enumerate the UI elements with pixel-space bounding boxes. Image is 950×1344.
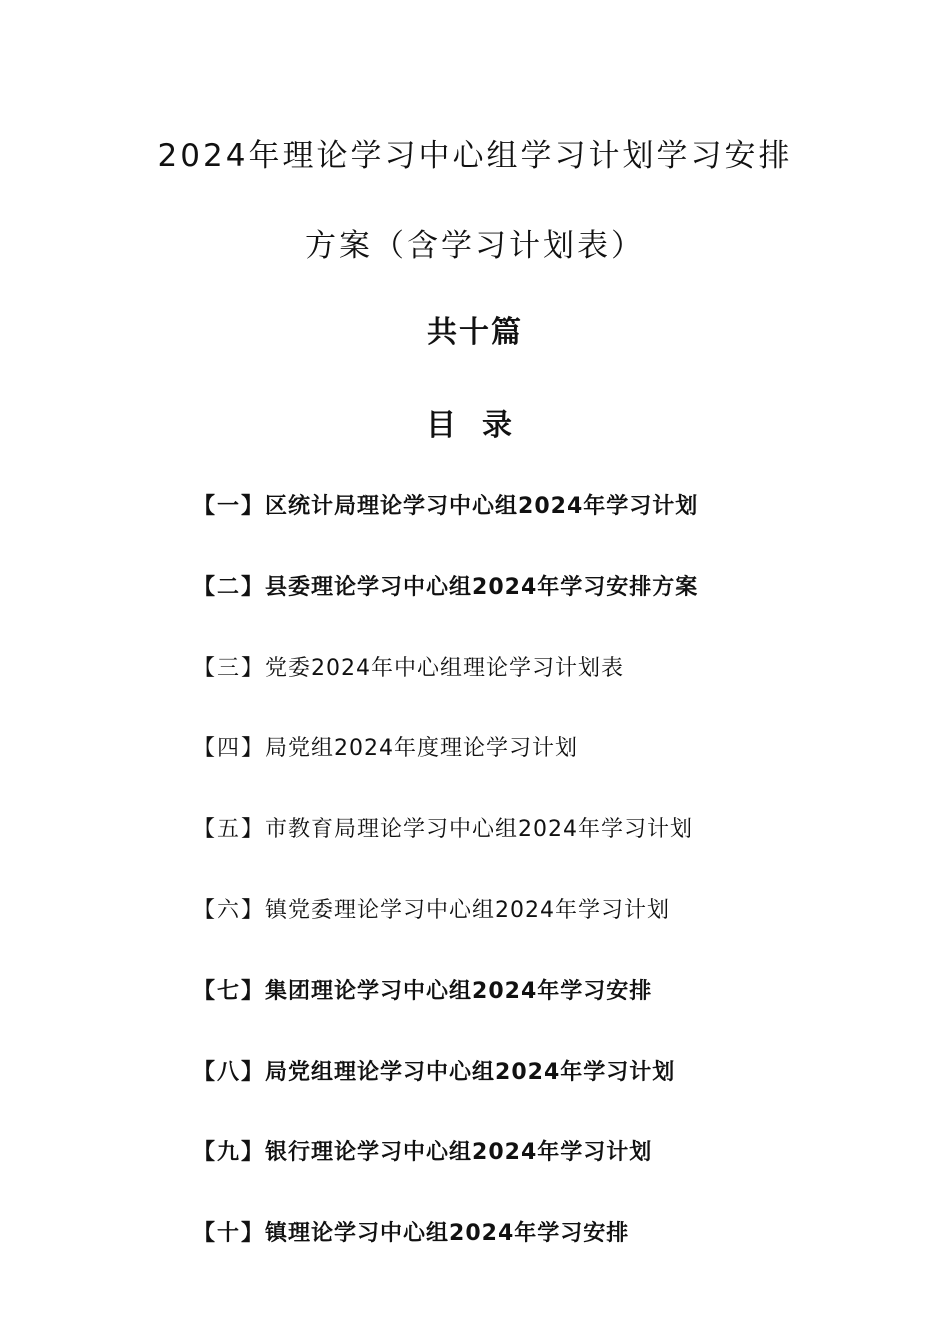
toc-heading: 目录 xyxy=(426,408,538,443)
toc-item-text: 市教育局理论学习中心组2024年学习计划 xyxy=(265,817,694,843)
toc-item-number: 【五】 xyxy=(193,817,266,843)
document-title-line-2: 方案（含学习计划表） xyxy=(305,228,645,264)
toc-item-text: 局党组理论学习中心组2024年学习计划 xyxy=(265,1059,676,1085)
toc-item[interactable] xyxy=(193,729,873,810)
toc-item[interactable] xyxy=(193,972,873,1053)
toc-item-number: 【十】 xyxy=(193,1221,266,1247)
toc-item-number: 【一】 xyxy=(193,494,266,519)
toc-item-number: 【八】 xyxy=(193,1059,266,1085)
toc-item[interactable] xyxy=(193,487,873,568)
toc-item[interactable] xyxy=(193,1214,873,1295)
toc-item[interactable] xyxy=(193,1053,873,1134)
toc-item-text: 镇理论学习中心组2024年学习安排 xyxy=(265,1221,630,1247)
toc-item[interactable] xyxy=(193,810,873,891)
toc-item-number: 【四】 xyxy=(193,736,266,762)
toc-item-number: 【二】 xyxy=(193,574,266,600)
article-count: 共十篇 xyxy=(427,315,523,350)
toc-item-number: 【九】 xyxy=(193,1140,266,1166)
toc-item-text: 区统计局理论学习中心组2024年学习计划 xyxy=(265,494,699,519)
toc-item-text: 县委理论学习中心组2024年学习安排方案 xyxy=(265,574,699,600)
toc-item-number: 【三】 xyxy=(193,655,266,681)
table-of-contents xyxy=(193,487,873,1295)
toc-item-text: 集团理论学习中心组2024年学习安排 xyxy=(265,978,653,1004)
toc-item[interactable] xyxy=(193,649,873,730)
toc-item-text: 局党组2024年度理论学习计划 xyxy=(265,736,579,762)
toc-item-number: 【六】 xyxy=(193,897,266,923)
document-title-line-1: 2024年理论学习中心组学习计划学习安排 xyxy=(157,138,793,174)
toc-item[interactable] xyxy=(193,568,873,649)
toc-item-text: 镇党委理论学习中心组2024年学习计划 xyxy=(265,897,671,923)
toc-item-text: 党委2024年中心组理论学习计划表 xyxy=(265,655,625,681)
toc-item-text: 银行理论学习中心组2024年学习计划 xyxy=(265,1140,653,1166)
toc-item[interactable] xyxy=(193,891,873,972)
toc-item[interactable] xyxy=(193,1133,873,1214)
toc-item-number: 【七】 xyxy=(193,978,266,1004)
